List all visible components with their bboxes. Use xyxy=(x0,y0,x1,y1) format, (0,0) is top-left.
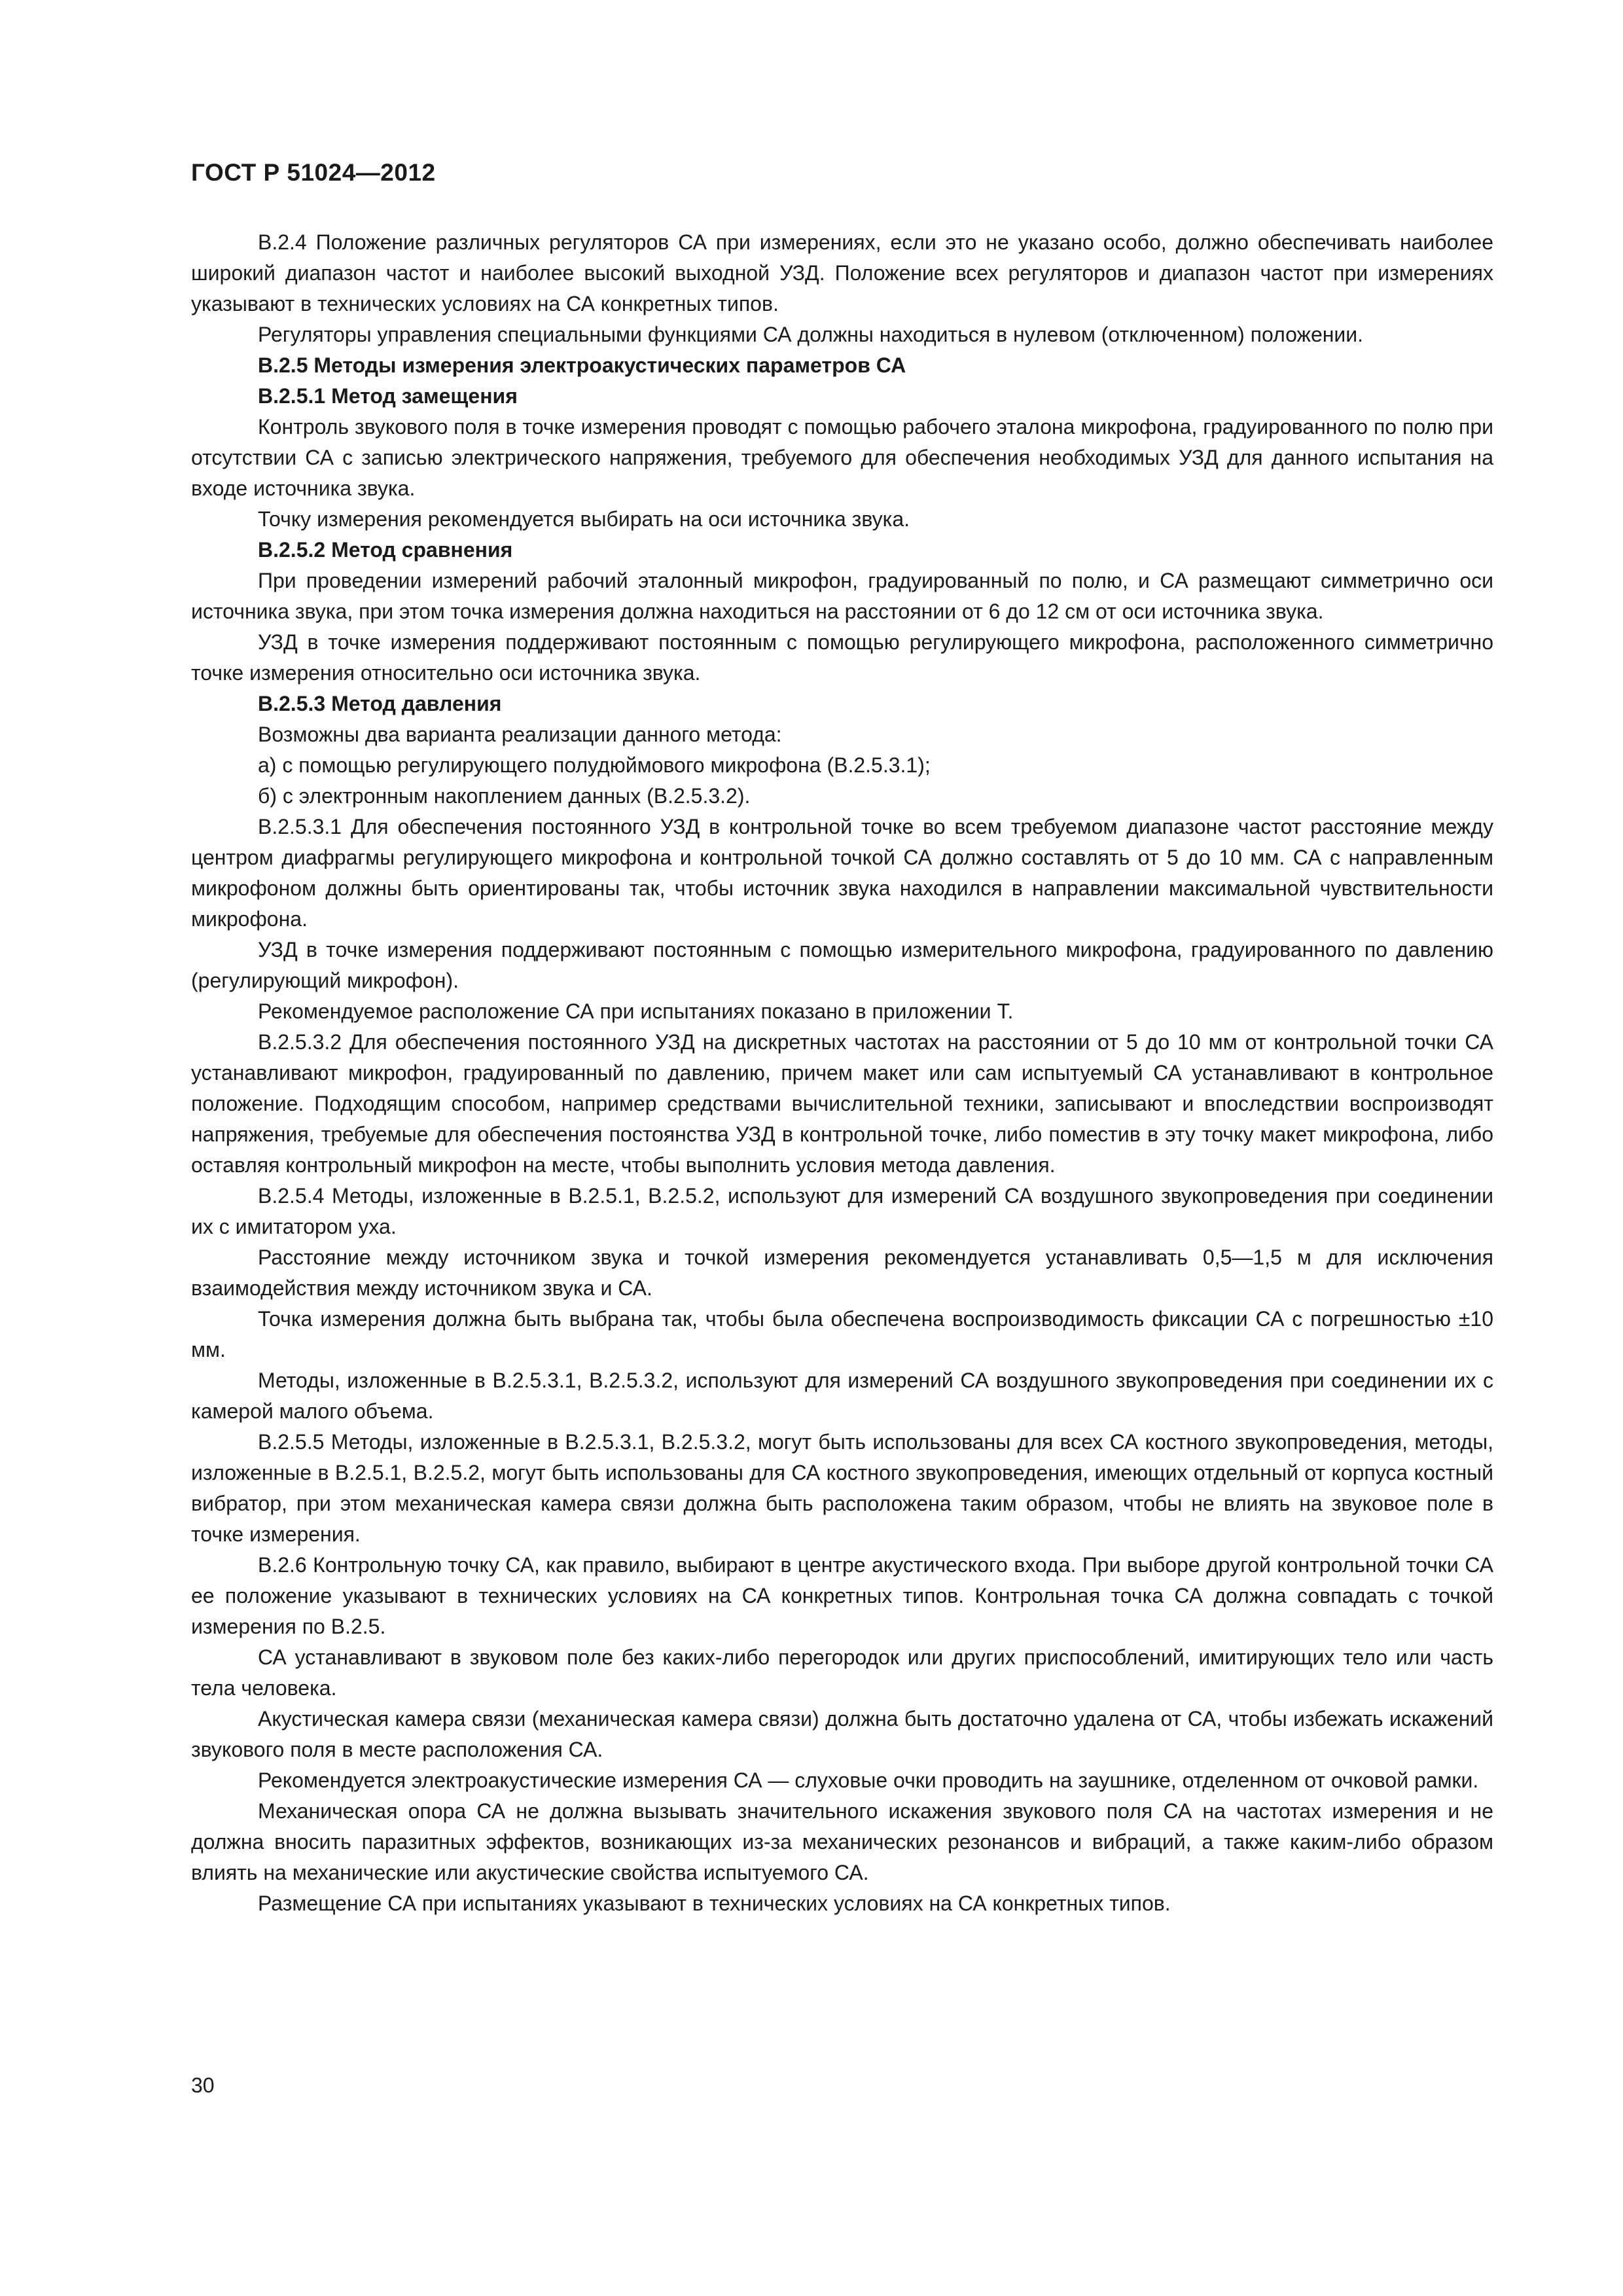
para-uzd-pressure: УЗД в точке измерения поддерживают постоянным с помощью измерительного микрофона, градуированного по давлению (регулирующий микрофон). xyxy=(191,938,1493,992)
para-two-variants: Возможны два варианта реализации данного метода: xyxy=(258,723,782,746)
para-glasses: Рекомендуется электроакустические измерения СА — слуховые очки проводить на заушнике, отделенном от очковой рамки. xyxy=(258,1768,1479,1792)
para-measure-point: Точку измерения рекомендуется выбирать на оси источника звука. xyxy=(258,507,910,531)
para-reproducibility: Точка измерения должна быть выбрана так, чтобы была обеспечена воспроизводимость фиксации СА с погрешностью ±10 мм. xyxy=(191,1307,1493,1361)
para-b24: В.2.4 Положение различных регуляторов СА при измерениях, если это не указано особо, должно обеспечивать наиболее широкий диапазон частот и наиболее высокий выходной УЗД. Положение всех регуляторов и диапазон частот при измерениях указывают в технических условиях на СА конкретных типов. xyxy=(191,230,1493,315)
para-coupler: Акустическая камера связи (механическая камера связи) должна быть достаточно удалена от СА, чтобы избежать искажений звукового поля в месте расположения СА. xyxy=(191,1707,1493,1761)
para-b26: В.2.6 Контрольную точку СА, как правило, выбирают в центре акустического входа. При выборе другой контрольной точки СА ее положение указывают в технических условиях на СА конкретных типов. Контрольная точка СА должна совпадать с точкой измерения по В.2.5. xyxy=(191,1553,1493,1638)
para-distance: Расстояние между источником звука и точкой измерения рекомендуется устанавливать 0,5—1,5 м для исключения взаимодействия между источником звука и СА. xyxy=(191,1246,1493,1300)
para-regulators: Регуляторы управления специальными функциями СА должны находиться в нулевом (отключенном) положении. xyxy=(258,323,1364,346)
page-number: 30 xyxy=(191,2073,215,2097)
document-body xyxy=(191,227,1493,1919)
heading-b253: В.2.5.3 Метод давления xyxy=(258,692,502,715)
document-header: ГОСТ Р 51024—2012 xyxy=(191,159,436,186)
para-placement: Размещение СА при испытаниях указывают в технических условиях на СА конкретных типов. xyxy=(258,1892,1171,1915)
para-appendix-t: Рекомендуемое расположение СА при испытаниях показано в приложении Т. xyxy=(258,999,1014,1023)
para-b254: В.2.5.4 Методы, изложенные в В.2.5.1, В.2.5.2, используют для измерений СА воздушного звукопроведения при соединении их с имитатором уха. xyxy=(191,1184,1493,1238)
para-b2531: В.2.5.3.1 Для обеспечения постоянного УЗД в контрольной точке во всем требуемом диапазоне частот расстояние между центром диафрагмы регулирующего микрофона и контрольной точкой СА должно составлять от 5 до 10 мм. СА с направленным микрофоном должны быть ориентированы так, чтобы источник звука находился в направлении максимальной чувствительности микрофона. xyxy=(191,815,1493,931)
para-control-field: Контроль звукового поля в точке измерения проводят с помощью рабочего эталона микрофона, градуированного по полю при отсутствии СА с записью электрического напряжения, требуемого для обеспечения необходимых УЗД для данного испытания на входе источника звука. xyxy=(191,415,1493,500)
para-small-chamber: Методы, изложенные в В.2.5.3.1, В.2.5.3.2, используют для измерений СА воздушного звукопроведения при соединении их с камерой малого объема. xyxy=(191,1369,1493,1423)
para-support: Механическая опора СА не должна вызывать значительного искажения звукового поля СА на частотах измерения и не должна вносить паразитных эффектов, возникающих из-за механических резонансов и вибраций, а также каким-либо образом влиять на механические или акустические свойства испытуемого СА. xyxy=(191,1799,1493,1884)
heading-b251: В.2.5.1 Метод замещения xyxy=(258,384,518,408)
para-uzd-constant: УЗД в точке измерения поддерживают постоянным с помощью регулирующего микрофона, расположенного симметрично точке измерения относительно оси источника звука. xyxy=(191,630,1493,685)
list-item-b: б) с электронным накоплением данных (В.2.5.3.2). xyxy=(258,784,751,808)
para-no-partitions: СА устанавливают в звуковом поле без каких-либо перегородок или других приспособлений, имитирующих тело или часть тела человека. xyxy=(191,1645,1493,1700)
para-b2532: В.2.5.3.2 Для обеспечения постоянного УЗД на дискретных частотах на расстоянии от 5 до 10 мм от контрольной точки СА устанавливают микрофон, градуированный по давлению, причем макет или сам испытуемый СА устанавливают в контрольное положение. Подходящим способом, например средствами вычислительной техники, записывают и впоследствии воспроизводят напряжения, требуемые для обеспечения постоянства УЗД в контрольной точке, либо поместив в эту точку макет микрофона, либо оставляя контрольный микрофон на месте, чтобы выполнить условия метода давления. xyxy=(191,1030,1493,1177)
heading-b252: В.2.5.2 Метод сравнения xyxy=(258,538,513,562)
heading-b25: В.2.5 Методы измерения электроакустических параметров СА xyxy=(258,353,906,377)
para-b255: В.2.5.5 Методы, изложенные в В.2.5.3.1, В.2.5.3.2, могут быть использованы для всех СА костного звукопроведения, методы, изложенные в В.2.5.1, В.2.5.2, могут быть использованы для СА костного звукопроведения, имеющих отдельный от корпуса костный вибратор, при этом механическая камера связи должна быть расположена таким образом, чтобы не влиять на звуковое поле в точке измерения. xyxy=(191,1430,1493,1546)
para-comparison: При проведении измерений рабочий эталонный микрофон, градуированный по полю, и СА размещают симметрично оси источника звука, при этом точка измерения должна находиться на расстоянии от 6 до 12 см от оси источника звука. xyxy=(191,569,1493,623)
list-item-a: а) с помощью регулирующего полудюймового микрофона (В.2.5.3.1); xyxy=(258,753,931,777)
